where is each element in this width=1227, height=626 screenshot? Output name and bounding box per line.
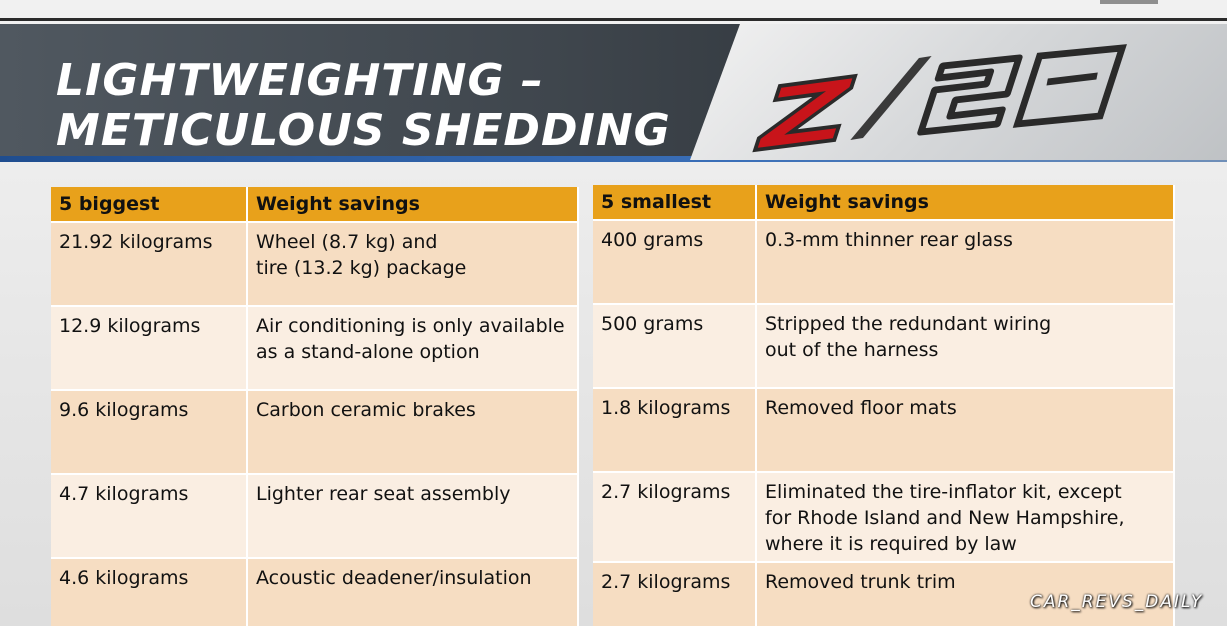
savings-cell bbox=[247, 222, 578, 306]
savings-line: as a stand-alone option bbox=[256, 341, 480, 363]
weight-cell: 21.92 kilograms bbox=[51, 222, 247, 306]
savings-line: 0.3-mm thinner rear glass bbox=[765, 229, 1013, 251]
weight-cell: 400 grams bbox=[593, 220, 756, 304]
table-row bbox=[51, 390, 578, 474]
header-5-smallest: 5 smallest bbox=[593, 185, 756, 220]
savings-line: Stripped the redundant wiring bbox=[765, 313, 1052, 335]
table-row bbox=[593, 220, 1174, 304]
savings-cell bbox=[247, 306, 578, 390]
savings-cell bbox=[247, 390, 578, 474]
weight-cell: 4.6 kilograms bbox=[51, 558, 247, 626]
savings-line: Removed floor mats bbox=[765, 397, 957, 419]
z28-emblem-icon bbox=[690, 24, 1227, 160]
savings-line: out of the harness bbox=[765, 339, 939, 361]
table-header-row bbox=[51, 187, 578, 222]
top-divider bbox=[0, 18, 1227, 21]
weight-cell: 1.8 kilograms bbox=[593, 388, 756, 472]
savings-line: Carbon ceramic brakes bbox=[256, 399, 476, 421]
table-row bbox=[51, 222, 578, 306]
weight-cell: 12.9 kilograms bbox=[51, 306, 247, 390]
savings-line: Eliminated the tire-inflator kit, except bbox=[765, 481, 1122, 503]
smallest-savings-table bbox=[593, 185, 1175, 626]
header-weight-savings: Weight savings bbox=[756, 185, 1174, 220]
savings-line: Lighter rear seat assembly bbox=[256, 483, 511, 505]
savings-line: Removed trunk trim bbox=[765, 571, 956, 593]
savings-cell bbox=[756, 472, 1174, 562]
savings-cell bbox=[756, 388, 1174, 472]
savings-cell bbox=[247, 474, 578, 558]
header-5-biggest: 5 biggest bbox=[51, 187, 247, 222]
savings-cell bbox=[756, 220, 1174, 304]
title-line-2: METICULOUS SHEDDING bbox=[56, 105, 671, 156]
biggest-savings-table bbox=[51, 187, 579, 626]
table-row bbox=[51, 474, 578, 558]
header-weight-savings: Weight savings bbox=[247, 187, 578, 222]
weight-cell: 4.7 kilograms bbox=[51, 474, 247, 558]
table-row bbox=[593, 304, 1174, 388]
table-row bbox=[51, 306, 578, 390]
z28-emblem-panel bbox=[690, 24, 1227, 160]
savings-cell bbox=[756, 304, 1174, 388]
savings-line: Air conditioning is only available bbox=[256, 315, 565, 337]
savings-line: tire (13.2 kg) package bbox=[256, 257, 467, 279]
savings-cell bbox=[247, 558, 578, 626]
table-row bbox=[593, 472, 1174, 562]
weight-cell: 2.7 kilograms bbox=[593, 562, 756, 626]
table-header-row bbox=[593, 185, 1174, 220]
watermark: CAR_REVS_DAILY bbox=[1030, 592, 1204, 612]
weight-cell: 2.7 kilograms bbox=[593, 472, 756, 562]
title-line-1: LIGHTWEIGHTING – bbox=[56, 55, 544, 106]
savings-line: where it is required by law bbox=[765, 533, 1017, 555]
weight-cell: 500 grams bbox=[593, 304, 756, 388]
table-row bbox=[51, 558, 578, 626]
table-row bbox=[593, 388, 1174, 472]
page-title bbox=[56, 56, 671, 156]
weight-cell: 9.6 kilograms bbox=[51, 390, 247, 474]
savings-line: for Rhode Island and New Hampshire, bbox=[765, 507, 1125, 529]
savings-line: Acoustic deadener/insulation bbox=[256, 567, 532, 589]
savings-line: Wheel (8.7 kg) and bbox=[256, 231, 438, 253]
top-tab-marker bbox=[1100, 0, 1158, 4]
